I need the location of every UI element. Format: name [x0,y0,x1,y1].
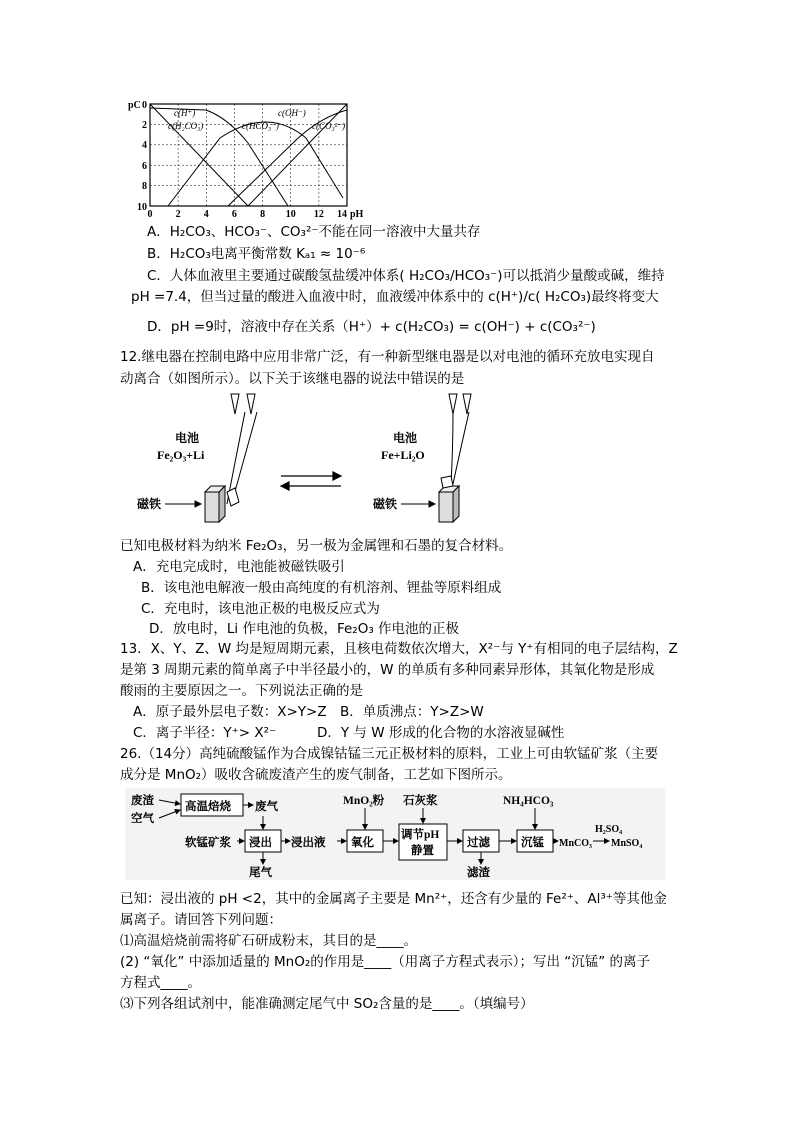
magnet-label-left: 磁铁 [137,497,162,511]
flow-box-filter: 过滤 [467,837,490,849]
x-tick: 6 [231,209,237,220]
q12-known: 已知电极材料为纳米 Fe₂O₃，另一极为金属锂和石墨的复合材料。 [120,538,513,554]
q13-stem-line1: 13．X、Y、Z、W 均是短周期元素，且核电荷数依次增大，X²⁻与 Y⁺有相同的电子层结构，Z [120,641,678,657]
flow-product-mnso4: MnSO₄ [611,838,643,849]
curve-label-h2co3: c(H₂CO₃) [168,121,204,131]
x-tick: 8 [260,209,266,220]
flow-tail-gas: 尾气 [249,867,272,879]
battery-formula-left: Fe₂O₃+Li [157,448,205,462]
x-tick: 4 [203,209,209,220]
q12-option-d: D．放电时，Li 作电池的负极，Fe₂O₃ 作电池的正极 [149,621,460,637]
y-tick: 0 [142,100,147,111]
x-tick: 10 [285,209,296,220]
q13-option-d: D．Y 与 W 形成的化合物的水溶液显碱性 [317,725,565,741]
q12-option-c: C．充电时，该电池正极的电极反应式为 [141,601,380,617]
battery-label-left: 电池 [175,431,200,445]
flow-box-oxidize: 氧化 [351,837,374,849]
flow-input-waste: 废渣 [131,795,154,807]
q26-question-2-line2: 方程式____。 [120,975,201,991]
q26-stem-line1: 26.（14分）高纯硫酸锰作为合成镍钴锰三元正极材料的原料，工业上可由软锰矿浆（主要 [120,746,659,762]
q12-option-a: A．充电完成时，电池能被磁铁吸引 [133,559,345,575]
flow-input-air: 空气 [131,813,154,825]
q26-question-2-line1: (2) “氧化” 中添加适量的 MnO₂的作用是____（用离子方程式表示）；写出 “沉锰” 的离子 [120,954,651,970]
q26-known-line2: 属离子。请回答下列问题： [120,912,282,928]
y-tick: 2 [142,120,147,131]
q12-option-b: B．该电池电解液一般由高纯度的有机溶剂、锂盐等原料组成 [141,580,502,596]
curve-label-co3: c(CO₃²⁻) [312,121,346,131]
q11-option-a: A．H₂CO₃、HCO₃⁻、CO₃²⁻不能在同一溶液中大量共存 [147,224,481,240]
q13-option-c: C．离子半径：Y⁺> X²⁻ [133,725,277,741]
flow-reagent-lime: 石灰浆 [403,795,438,807]
flow-reagent-nh4hco3: NH₄HCO₃ [503,795,554,807]
q26-question-3: ⑶下列各组试剂中，能准确测定尾气中 SO₂含量的是____。（填编号） [120,996,534,1012]
flow-out-gas: 废气 [255,801,278,813]
q13-stem-line2: 是第 3 周期元素的简单离子中半径最小的，W 的单质有多种同素异形体，其氧化物是形成 [120,662,655,678]
flow-box-adjust-line2: 静置 [411,845,434,857]
q11-option-d: D．pH =9时，溶液中存在关系（H⁺）+ c(H₂CO₃) = c(OH⁻) + c(CO₃²⁻) [147,319,596,335]
q26-known-line1: 已知：浸出液的 pH <2，其中的金属离子主要是 Mn²⁺，还含有少量的 Fe²⁺、Al³⁺等其他金 [120,891,667,907]
x-axis-label: pH [350,209,364,220]
q11-option-b: B．H₂CO₃电离平衡常数 Kₐ₁ ≈ 10⁻⁶ [147,246,366,262]
x-tick: 0 [147,209,153,220]
flow-reagent-mno2: MnO₂粉 [343,795,385,807]
q26-stem-line2: 成分是 MnO₂）吸收含硫废渣产生的废气制备，工艺如下图所示。 [120,767,512,783]
flow-box-leach: 浸出 [249,837,272,849]
q12-stem-line2: 动离合（如图所示）。以下关于该继电器的说法中错误的是 [120,371,465,387]
y-tick: 10 [137,202,147,213]
magnet-label-right: 磁铁 [373,497,398,511]
flow-product-mnco3: MnCO₃ [559,838,592,849]
q13-option-b: B．单质沸点：Y>Z>W [340,704,484,720]
q13-option-a: A．原子最外层电子数：X>Y>Z [133,704,327,720]
x-tick: 2 [175,209,181,220]
flow-reagent-h2so4: H₂SO₄ [595,824,623,835]
flow-box-adjust-line1: 调节pH [401,829,440,841]
y-tick: 8 [142,181,147,192]
pc-ph-chart [128,98,364,220]
y-tick: 6 [142,161,147,172]
curve-label-h: c(H⁺) [174,108,196,118]
battery-formula-right: Fe+Li₂O [381,448,425,462]
y-tick: 4 [142,140,147,151]
q26-question-1: ⑴高温焙烧前需将矿石研成粉末，其目的是____。 [120,933,417,949]
flow-input-slurry: 软锰矿浆 [185,837,231,849]
flow-residue: 滤渣 [467,867,490,879]
q13-stem-line3: 酸雨的主要原因之一。下列说法正确的是 [120,683,363,699]
curve-label-hco3: c(HCO₃⁻) [242,121,279,131]
q11-option-c-line2: pH =7.4，但当过量的酸进入血液中时，血液缓冲体系中的 c(H⁺)/c( H₂CO₃)最终将变大 [131,289,659,305]
y-axis-label: pC [128,100,141,111]
flow-box-precip: 沉锰 [521,837,544,849]
curve-label-oh: c(OH⁻) [278,108,306,118]
x-tick: 14 [337,209,347,220]
q12-stem-line1: 12.继电器在控制电路中应用非常广泛，有一种新型继电器是以对电池的循环充放电实现自 [120,349,655,365]
flow-leachate: 浸出液 [291,837,326,849]
relay-figure [135,392,495,532]
q11-option-c-line1: C．人体血液里主要通过碳酸氢盐缓冲体系( H₂CO₃/HCO₃⁻)可以抵消少量酸或碱，维持 [147,268,665,284]
flow-box-roast: 高温焙烧 [185,801,231,813]
battery-label-right: 电池 [393,431,418,445]
process-flow-diagram [125,788,665,880]
x-tick: 12 [313,209,324,220]
